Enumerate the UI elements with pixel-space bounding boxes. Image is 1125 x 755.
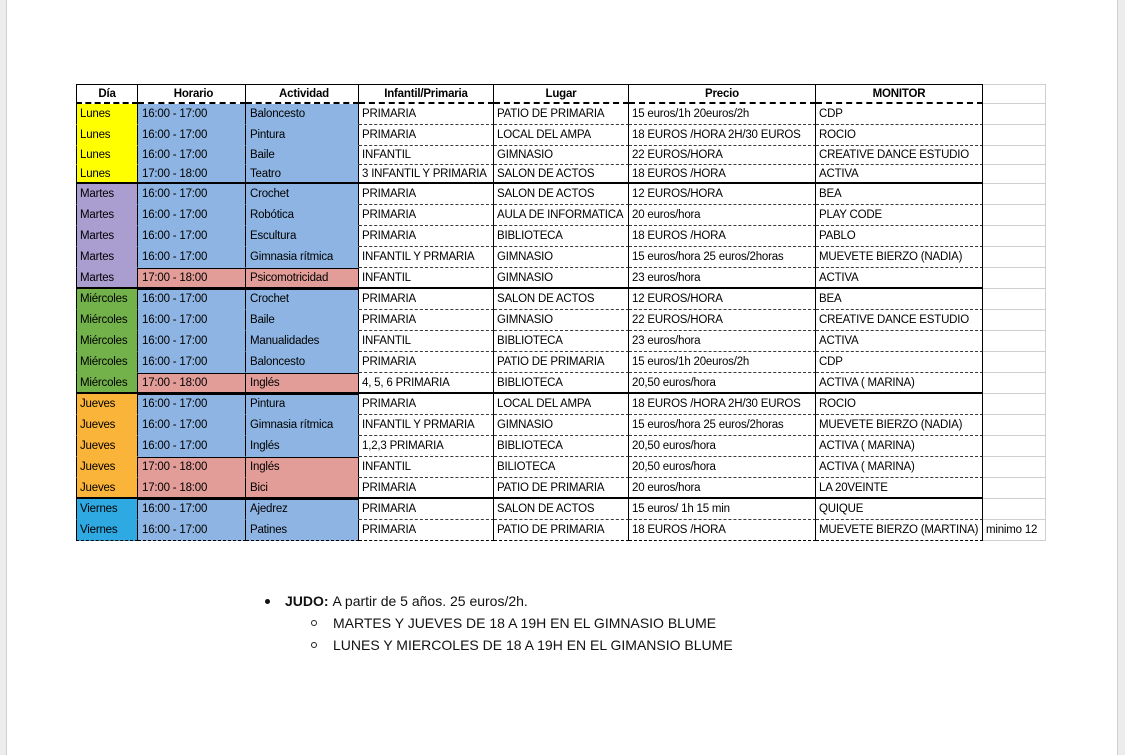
- cell-nivel: PRIMARIA: [359, 184, 494, 205]
- table-row: [76, 205, 1046, 226]
- cell-monitor: LA 20VEINTE: [816, 478, 983, 499]
- cell-nivel: PRIMARIA: [359, 520, 494, 541]
- table-row: [76, 520, 1046, 541]
- header-horario: Horario: [138, 84, 246, 104]
- cell-nivel: PRIMARIA: [359, 499, 494, 520]
- cell-precio: 20,50 euros/hora: [629, 436, 816, 457]
- cell-lugar: GIMNASIO: [494, 247, 629, 268]
- cell-extra: [983, 457, 1046, 478]
- cell-dia: Miércoles: [76, 331, 138, 352]
- table-row: [76, 146, 1046, 165]
- cell-dia: Jueves: [76, 478, 138, 499]
- cell-monitor: CREATIVE DANCE ESTUDIO: [816, 146, 983, 165]
- cell-horario: 16:00 - 17:00: [138, 436, 246, 457]
- cell-monitor: ROCIO: [816, 125, 983, 146]
- cell-extra: [983, 310, 1046, 331]
- cell-precio: 23 euros/hora: [629, 268, 816, 289]
- cell-monitor: ACTIVA: [816, 331, 983, 352]
- cell-nivel: PRIMARIA: [359, 125, 494, 146]
- table-row: [76, 457, 1046, 478]
- header-nivel: Infantil/Primaria: [359, 84, 494, 104]
- table-row: [76, 499, 1046, 520]
- cell-precio: 20,50 euros/hora: [629, 457, 816, 478]
- cell-extra: [983, 268, 1046, 289]
- cell-extra: [983, 478, 1046, 499]
- cell-dia: Miércoles: [76, 373, 138, 394]
- cell-dia: Miércoles: [76, 289, 138, 310]
- cell-monitor: BEA: [816, 184, 983, 205]
- cell-actividad: Pintura: [246, 125, 359, 146]
- cell-extra: [983, 146, 1046, 165]
- header-lugar: Lugar: [494, 84, 629, 104]
- schedule-table: [76, 84, 1046, 541]
- cell-dia: Miércoles: [76, 352, 138, 373]
- cell-nivel: 1,2,3 PRIMARIA: [359, 436, 494, 457]
- table-row: [76, 104, 1046, 125]
- cell-dia: Lunes: [76, 165, 138, 184]
- cell-actividad: Crochet: [246, 184, 359, 205]
- cell-actividad: Inglés: [246, 457, 359, 478]
- cell-lugar: BIBLIOTECA: [494, 331, 629, 352]
- cell-horario: 16:00 - 17:00: [138, 520, 246, 541]
- cell-dia: Viernes: [76, 520, 138, 541]
- cell-monitor: MUEVETE BIERZO (NADIA): [816, 247, 983, 268]
- cell-dia: Martes: [76, 205, 138, 226]
- cell-horario: 17:00 - 18:00: [138, 373, 246, 394]
- cell-actividad: Bici: [246, 478, 359, 499]
- cell-extra: [983, 436, 1046, 457]
- cell-precio: 12 EUROS/HORA: [629, 289, 816, 310]
- header-monitor: MONITOR: [816, 84, 983, 104]
- cell-extra: [983, 394, 1046, 415]
- cell-nivel: INFANTIL: [359, 331, 494, 352]
- cell-precio: 15 euros/hora 25 euros/2horas: [629, 247, 816, 268]
- cell-precio: 22 EUROS/HORA: [629, 310, 816, 331]
- cell-actividad: Inglés: [246, 436, 359, 457]
- cell-nivel: PRIMARIA: [359, 289, 494, 310]
- cell-extra: [983, 499, 1046, 520]
- cell-monitor: QUIQUE: [816, 499, 983, 520]
- cell-precio: 22 EUROS/HORA: [629, 146, 816, 165]
- sub-list: [263, 612, 733, 656]
- header-extra: [983, 84, 1046, 104]
- cell-horario: 16:00 - 17:00: [138, 125, 246, 146]
- cell-horario: 16:00 - 17:00: [138, 146, 246, 165]
- cell-nivel: INFANTIL Y PRMARIA: [359, 415, 494, 436]
- table-row: [76, 331, 1046, 352]
- cell-horario: 17:00 - 18:00: [138, 268, 246, 289]
- cell-lugar: BIBLIOTECA: [494, 226, 629, 247]
- cell-nivel: PRIMARIA: [359, 104, 494, 125]
- cell-extra: [983, 289, 1046, 310]
- table-row: [76, 289, 1046, 310]
- bullet-icon: [265, 599, 270, 604]
- cell-lugar: GIMNASIO: [494, 415, 629, 436]
- cell-dia: Martes: [76, 226, 138, 247]
- sub-item: [263, 634, 733, 656]
- item-label: JUDO:: [285, 593, 329, 609]
- cell-lugar: LOCAL DEL AMPA: [494, 125, 629, 146]
- cell-nivel: PRIMARIA: [359, 394, 494, 415]
- cell-monitor: ACTIVA: [816, 268, 983, 289]
- cell-precio: 12 EUROS/HORA: [629, 184, 816, 205]
- cell-actividad: Gimnasia rítmica: [246, 415, 359, 436]
- cell-actividad: Teatro: [246, 165, 359, 184]
- table-row: [76, 394, 1046, 415]
- cell-extra: [983, 247, 1046, 268]
- cell-lugar: BIBLIOTECA: [494, 436, 629, 457]
- table-row: [76, 415, 1046, 436]
- cell-monitor: PLAY CODE: [816, 205, 983, 226]
- table-row: [76, 226, 1046, 247]
- cell-dia: Lunes: [76, 104, 138, 125]
- cell-precio: 18 EUROS /HORA 2H/30 EUROS: [629, 394, 816, 415]
- cell-monitor: ACTIVA: [816, 165, 983, 184]
- table-body: [76, 104, 1046, 541]
- cell-dia: Jueves: [76, 457, 138, 478]
- cell-horario: 16:00 - 17:00: [138, 104, 246, 125]
- cell-actividad: Baloncesto: [246, 352, 359, 373]
- cell-dia: Viernes: [76, 499, 138, 520]
- cell-horario: 16:00 - 17:00: [138, 310, 246, 331]
- cell-precio: 15 euros/ 1h 15 min: [629, 499, 816, 520]
- table-row: [76, 165, 1046, 184]
- cell-extra: [983, 165, 1046, 184]
- cell-lugar: GIMNASIO: [494, 310, 629, 331]
- cell-nivel: INFANTIL: [359, 268, 494, 289]
- cell-actividad: Patines: [246, 520, 359, 541]
- cell-extra: [983, 205, 1046, 226]
- cell-nivel: PRIMARIA: [359, 478, 494, 499]
- cell-precio: 18 EUROS /HORA: [629, 520, 816, 541]
- cell-lugar: SALON DE ACTOS: [494, 165, 629, 184]
- cell-actividad: Crochet: [246, 289, 359, 310]
- cell-precio: 20,50 euros/hora: [629, 373, 816, 394]
- cell-monitor: ROCIO: [816, 394, 983, 415]
- cell-actividad: Manualidades: [246, 331, 359, 352]
- table-row: [76, 247, 1046, 268]
- cell-precio: 18 EUROS /HORA: [629, 226, 816, 247]
- table-row: [76, 184, 1046, 205]
- cell-nivel: PRIMARIA: [359, 226, 494, 247]
- cell-lugar: AULA DE INFORMATICA: [494, 205, 629, 226]
- cell-nivel: 4, 5, 6 PRIMARIA: [359, 373, 494, 394]
- cell-actividad: Escultura: [246, 226, 359, 247]
- cell-actividad: Psicomotricidad: [246, 268, 359, 289]
- cell-lugar: SALON DE ACTOS: [494, 184, 629, 205]
- cell-dia: Jueves: [76, 436, 138, 457]
- cell-horario: 16:00 - 17:00: [138, 499, 246, 520]
- cell-lugar: LOCAL DEL AMPA: [494, 394, 629, 415]
- table-row: [76, 352, 1046, 373]
- table-row: [76, 310, 1046, 331]
- cell-monitor: CREATIVE DANCE ESTUDIO: [816, 310, 983, 331]
- cell-horario: 16:00 - 17:00: [138, 289, 246, 310]
- hollow-bullet-icon: [311, 620, 317, 626]
- cell-horario: 17:00 - 18:00: [138, 478, 246, 499]
- cell-actividad: Baloncesto: [246, 104, 359, 125]
- cell-nivel: PRIMARIA: [359, 310, 494, 331]
- cell-extra: [983, 226, 1046, 247]
- cell-lugar: GIMNASIO: [494, 268, 629, 289]
- cell-lugar: SALON DE ACTOS: [494, 499, 629, 520]
- sub-item: [263, 612, 733, 634]
- cell-horario: 16:00 - 17:00: [138, 352, 246, 373]
- cell-monitor: MUEVETE BIERZO (NADIA): [816, 415, 983, 436]
- cell-extra: [983, 184, 1046, 205]
- cell-monitor: BEA: [816, 289, 983, 310]
- table-header: [76, 84, 1046, 104]
- cell-horario: 17:00 - 18:00: [138, 457, 246, 478]
- cell-extra: [983, 373, 1046, 394]
- header-precio: Precio: [629, 84, 816, 104]
- cell-extra: [983, 331, 1046, 352]
- document-page: [7, 0, 1117, 755]
- cell-extra: [983, 415, 1046, 436]
- cell-horario: 16:00 - 17:00: [138, 247, 246, 268]
- cell-actividad: Baile: [246, 310, 359, 331]
- cell-horario: 16:00 - 17:00: [138, 415, 246, 436]
- list-item: [263, 590, 733, 612]
- cell-actividad: Pintura: [246, 394, 359, 415]
- cell-dia: Martes: [76, 268, 138, 289]
- hollow-bullet-icon: [311, 642, 317, 648]
- cell-actividad: Gimnasia rítmica: [246, 247, 359, 268]
- cell-extra: [983, 104, 1046, 125]
- cell-precio: 15 euros/1h 20euros/2h: [629, 104, 816, 125]
- cell-lugar: PATIO DE PRIMARIA: [494, 104, 629, 125]
- cell-extra: [983, 352, 1046, 373]
- cell-dia: Lunes: [76, 125, 138, 146]
- cell-precio: 23 euros/hora: [629, 331, 816, 352]
- cell-horario: 16:00 - 17:00: [138, 184, 246, 205]
- cell-monitor: CDP: [816, 352, 983, 373]
- cell-actividad: Inglés: [246, 373, 359, 394]
- cell-monitor: ACTIVA ( MARINA): [816, 373, 983, 394]
- cell-lugar: PATIO DE PRIMARIA: [494, 478, 629, 499]
- table-row: [76, 373, 1046, 394]
- cell-nivel: PRIMARIA: [359, 352, 494, 373]
- cell-dia: Jueves: [76, 394, 138, 415]
- cell-horario: 16:00 - 17:00: [138, 226, 246, 247]
- cell-precio: 15 euros/1h 20euros/2h: [629, 352, 816, 373]
- cell-dia: Martes: [76, 184, 138, 205]
- cell-extra: minimo 12: [983, 520, 1046, 541]
- cell-actividad: Baile: [246, 146, 359, 165]
- cell-horario: 17:00 - 18:00: [138, 165, 246, 184]
- header-dia: Día: [76, 84, 138, 104]
- table-row: [76, 268, 1046, 289]
- cell-monitor: ACTIVA ( MARINA): [816, 457, 983, 478]
- cell-precio: 15 euros/hora 25 euros/2horas: [629, 415, 816, 436]
- table-row: [76, 436, 1046, 457]
- cell-lugar: SALON DE ACTOS: [494, 289, 629, 310]
- cell-dia: Martes: [76, 247, 138, 268]
- sub-item-text: MARTES Y JUEVES DE 18 A 19H EN EL GIMNASIO BLUME: [333, 615, 717, 631]
- cell-precio: 20 euros/hora: [629, 205, 816, 226]
- cell-horario: 16:00 - 17:00: [138, 394, 246, 415]
- cell-extra: [983, 125, 1046, 146]
- notes-list: [263, 590, 733, 656]
- item-text: A partir de 5 años. 25 euros/2h.: [332, 593, 528, 609]
- cell-dia: Miércoles: [76, 310, 138, 331]
- cell-precio: 20 euros/hora: [629, 478, 816, 499]
- sub-item-text: LUNES Y MIERCOLES DE 18 A 19H EN EL GIMANSIO BLUME: [333, 637, 733, 653]
- cell-nivel: PRIMARIA: [359, 205, 494, 226]
- cell-lugar: GIMNASIO: [494, 146, 629, 165]
- cell-dia: Jueves: [76, 415, 138, 436]
- cell-lugar: PATIO DE PRIMARIA: [494, 352, 629, 373]
- cell-nivel: INFANTIL Y PRMARIA: [359, 247, 494, 268]
- cell-horario: 16:00 - 17:00: [138, 331, 246, 352]
- cell-nivel: INFANTIL: [359, 457, 494, 478]
- cell-precio: 18 EUROS /HORA 2H/30 EUROS: [629, 125, 816, 146]
- cell-lugar: BIBLIOTECA: [494, 373, 629, 394]
- cell-monitor: CDP: [816, 104, 983, 125]
- cell-dia: Lunes: [76, 146, 138, 165]
- table-row: [76, 125, 1046, 146]
- cell-lugar: PATIO DE PRIMARIA: [494, 520, 629, 541]
- cell-precio: 18 EUROS /HORA: [629, 165, 816, 184]
- cell-nivel: 3 INFANTIL Y PRIMARIA: [359, 165, 494, 184]
- cell-nivel: INFANTIL: [359, 146, 494, 165]
- table-row: [76, 478, 1046, 499]
- header-actividad: Actividad: [246, 84, 359, 104]
- cell-monitor: ACTIVA ( MARINA): [816, 436, 983, 457]
- cell-monitor: MUEVETE BIERZO (MARTINA): [816, 520, 983, 541]
- cell-actividad: Robótica: [246, 205, 359, 226]
- cell-actividad: Ajedrez: [246, 499, 359, 520]
- cell-monitor: PABLO: [816, 226, 983, 247]
- cell-lugar: BILIOTECA: [494, 457, 629, 478]
- cell-horario: 16:00 - 17:00: [138, 205, 246, 226]
